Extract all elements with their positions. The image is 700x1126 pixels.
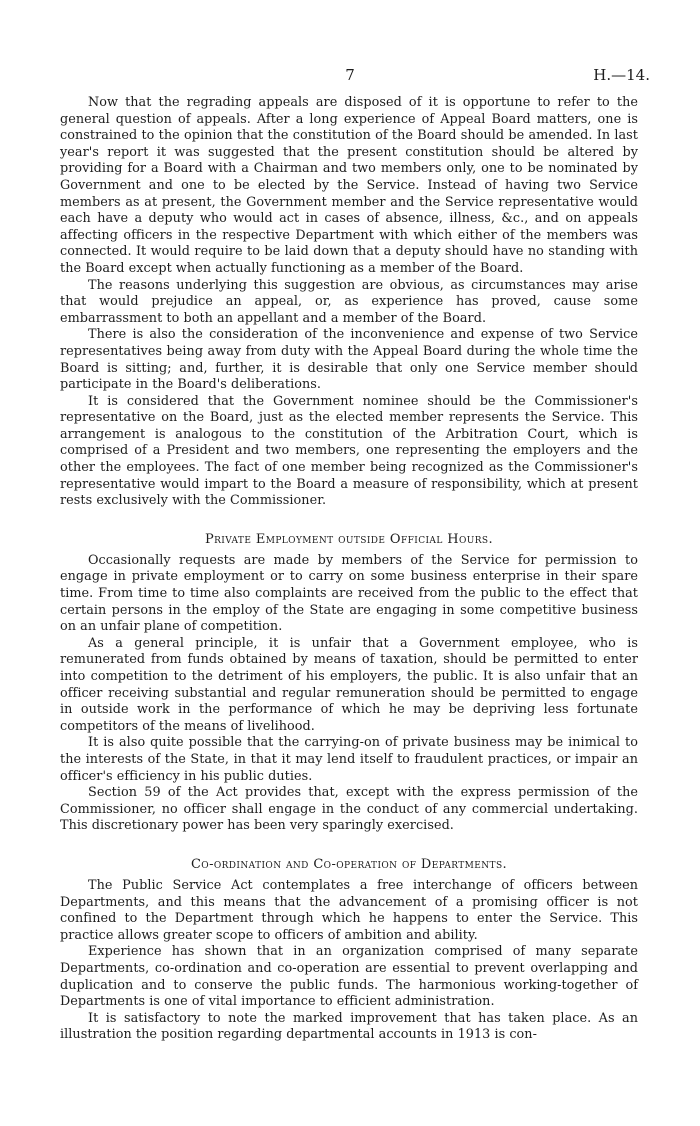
paragraph: As a general principle, it is unfair that a Government employee, who is remunerated from funds obtained by means of taxation, should be permitted to enter into competition to the detriment of his employers, the public. It is also unfair that an officer receiving substantial and regular remuneration should be permitted to engage in outside work in the performance of which he may be depriving less fortunate competitors of the means of livelihood. <box>60 635 638 734</box>
paragraph: The reasons underlying this suggestion are obvious, as circumstances may arise that would prejudice an appeal, or, as experience has proved, cause some embarrassment to both an appellant and a member of the Board. <box>60 277 638 326</box>
paragraph: Occasionally requests are made by members of the Service for permission to engage in private employment or to carry on some business enterprise in their spare time. From time to time also complaints are received from the public to the effect that certain persons in the employ of the State are engaging in some competitive business on an unfair plane of competition. <box>60 552 638 635</box>
paragraph: The Public Service Act contemplates a free interchange of officers between Departments, and this means that the advancement of a promising officer is not confined to the Department through which he happens to enter the Service. This practice allows greater scope to officers of ambition and ability. <box>60 877 638 943</box>
document-body <box>60 95 638 1044</box>
section-heading: Private Employment outside Official Hours. <box>204 531 494 547</box>
paragraph: There is also the consideration of the inconvenience and expense of two Service representatives being away from duty with the Appeal Board during the whole time the Board is sitting; and, further, it is desirable that only one Service member should participate in the Board's deliberations. <box>60 327 638 393</box>
paragraph: Experience has shown that in an organization comprised of many separate Departments, co-ordination and co-operation are essential to prevent overlapping and duplication and to conserve the public funds. The harmonious working-together of Departments is one of vital importance to efficient administration. <box>60 944 638 1010</box>
document-reference: H.—14. <box>593 66 650 84</box>
page-number: 7 <box>345 66 355 84</box>
paragraph: Section 59 of the Act provides that, except with the express permission of the Commissioner, no officer shall engage in the conduct of any commercial undertaking. This discretionary power has been very sparingly exercised. <box>60 785 638 834</box>
paragraph: It is considered that the Government nominee should be the Commissioner's representative on the Board, just as the elected member represents the Service. This arrangement is analogous to the constitution of the Arbitration Court, which is comprised of a President and two members, one representing the employers and the other the employees. The fact of one member being recognized as the Commissioner's representative would impart to the Board a measure of responsibility, which at present rests exclusively with the Commissioner. <box>60 393 638 509</box>
paragraph: It is also quite possible that the carrying-on of private business may be inimical to the interests of the State, in that it may lend itself to fraudulent practices, or impair an officer's efficiency in his public duties. <box>60 735 638 784</box>
paragraph: Now that the regrading appeals are disposed of it is opportune to refer to the general question of appeals. After a long experience of Appeal Board matters, one is constrained to the opinion that the constitution of the Board should be amended. In last year's report it was suggested that the present constitution should be altered by providing for a Board with a Chairman and two members only, one to be nominated by Government and one to be elected by the Service. Instead of having two Service members as at present, the Government member and the Service representative would each have a deputy who would act in cases of absence, illness, &c., and on appeals affecting officers in the respective Department with which either of the members was connected. It would require to be laid down that a deputy should have no standing with the Board except when actually functioning as a member of the Board. <box>60 95 638 276</box>
section-heading: Co-ordination and Co-operation of Departments. <box>190 856 508 872</box>
paragraph: It is satisfactory to note the marked improvement that has taken place. As an illustration the position regarding departmental accounts in 1913 is con- <box>60 1010 638 1043</box>
